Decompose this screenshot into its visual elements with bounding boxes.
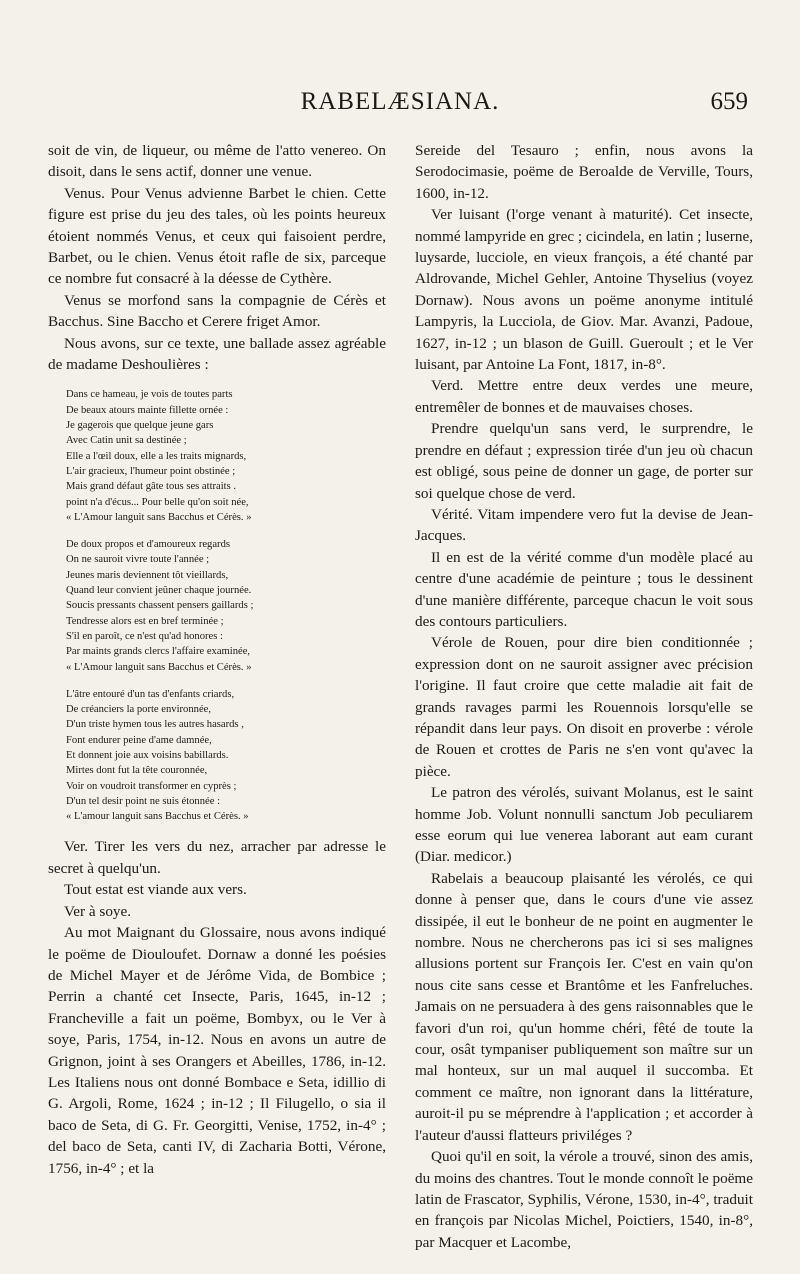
poem-line: Tendresse alors est en bref terminée ; <box>66 615 224 627</box>
paragraph: Quoi qu'il en soit, la vérole a trouvé, sinon des amis, du moins des chantres. Tout le monde connoît le poëme latin de Frascator, Syphilis, Vérone, 1530, in-4°, traduit en françois par Nicolas Michel, Poictiers, 1540, in-8°, par Macquer et Lacombe, <box>415 1148 753 1251</box>
poem-line: Jeunes maris deviennent tôt vieillards, <box>66 569 229 581</box>
poem-line: Je gagerois que quelque jeune gars <box>66 420 214 432</box>
entry-ver-a-soye: Ver à soye. <box>64 902 132 920</box>
poem-line: Par maints grands clercs l'affaire examinée, <box>66 646 251 658</box>
poem-stanza <box>66 387 386 525</box>
running-title: RABELÆSIANA. <box>300 88 500 115</box>
page-number: 659 <box>710 88 748 115</box>
left-column <box>48 140 386 1179</box>
entry-ver: Ver. Tirer les vers du nez, arracher par adresse le secret à quelqu'un. <box>48 838 386 877</box>
poem-line: De créanciers la porte environnée, <box>66 704 211 716</box>
entry-verole: Vérole de Rouen, pour dire bien conditionnée ; expression dont on ne sauroit assigner avec précision l'origine. Il faut croire que cette maladie ait fait de grands ravages parmi les Rouennois lorsqu'elle se répandit dans leur pays. On disoit en proverbe : vérole de Rouen et crottes de Paris ne s'en vont qu'avec la pièce. <box>415 634 753 780</box>
poem-line: Elle a l'œil doux, elle a les traits mignards, <box>66 450 247 462</box>
page-header <box>48 88 752 128</box>
paragraph: Nous avons, sur ce texte, une ballade assez agréable de madame Deshoulières : <box>48 334 386 374</box>
paragraph: Le patron des vérolés, suivant Molanus, est le saint homme Job. Volunt nonnulli sanctum Job peculiarem esse eorum qui lue venerea laborant aut eam curant (Diar. medicor.) <box>415 784 753 866</box>
paragraph: Prendre quelqu'un sans verd, le surprendre, le prendre en défaut ; expression tirée d'un jeu où chacun est obligé, sous peine de donner un gage, de porter sur soi quelque chose de verd. <box>415 420 753 502</box>
paragraph: Il en est de la vérité comme d'un modèle placé au centre d'une académie de peinture ; tous le dessinent d'une manière différente, parceque chacun le voit sous des contours particuliers. <box>415 548 753 630</box>
poem-line: point n'a d'écus... Pour belle qu'on soit née, <box>66 496 249 508</box>
poem-line: D'un tel desir point ne suis étonnée : <box>66 795 221 807</box>
ballade-poem <box>66 387 386 824</box>
poem-line: Quand leur convient jeûner chaque journée. <box>66 585 252 597</box>
poem-line: On ne sauroit vivre toute l'année ; <box>66 554 210 566</box>
poem-stanza <box>66 687 386 825</box>
poem-line: Dans ce hameau, je vois de toutes parts <box>66 389 233 401</box>
poem-line: L'âtre entouré d'un tas d'enfants criards, <box>66 688 235 700</box>
poem-line: D'un triste hymen tous les autres hasards , <box>66 719 244 731</box>
poem-line: De beaux atours mainte fillette ornée : <box>66 404 229 416</box>
poem-line: De doux propos et d'amoureux regards <box>66 539 231 551</box>
poem-line: Font endurer peine d'ame damnée, <box>66 734 212 746</box>
poem-refrain: « L'Amour languit sans Bacchus et Cérès. » <box>66 511 252 523</box>
paragraph: soit de vin, de liqueur, ou même de l'atto venereo. On disoit, dans le sens actif, donner une venue. <box>48 142 386 181</box>
poem-line: L'air gracieux, l'humeur point obstinée ; <box>66 465 236 477</box>
right-column <box>415 140 753 1253</box>
entry-venus: Venus. Pour Venus advienne Barbet le chien. Cette figure est prise du jeu des tales, où les points heureux étoient nommés Venus, et ceux qui faisoient perdre, Barbet, ou le chien. Venus étoit rafle de six, parceque ce nombre fut consacré à la déesse de Cythère. <box>48 184 386 288</box>
paragraph: Tout estat est viande aux vers. <box>64 881 247 899</box>
poem-refrain: « L'amour languit sans Bacchus et Cérès. » <box>66 811 249 823</box>
entry-verd: Verd. Mettre entre deux verdes une meure, entremêler de bonnes et de mauvaises choses. <box>415 377 753 416</box>
poem-line: Avec Catin unit sa destinée ; <box>66 435 187 447</box>
poem-refrain: « L'Amour languit sans Bacchus et Cérès. » <box>66 661 252 673</box>
poem-line: S'il en paroît, ce n'est qu'ad honores : <box>66 630 223 642</box>
entry-verite: Vérité. Vitam impendere vero fut la devise de Jean-Jacques. <box>415 505 753 545</box>
poem-line: Et donnent joie aux voisins babillards. <box>66 750 229 761</box>
poem-line: Mirtes dont fut la tête couronnée, <box>66 765 208 777</box>
entry-ver-luisant: Ver luisant (l'orge venant à maturité). Cet insecte, nommé lampyride en grec ; cicindela, en latin ; luserne, luysarde, lucciole, en vieux françois, a été chanté par Aldrovande, Michel Gehler, Antoine Thyselius (voyez Dornaw). Nous avons un poëme anonyme intitulé Lampyris, la Lucciola, de Giov. Mar. Avanzi, Padoue, 1627, in-12 ; un blason de Guill. Gueroult ; et le Ver luisant, par Antoine La Font, 1817, in-8°. <box>415 206 753 374</box>
poem-line: Soucis pressants chassent pensers gaillards ; <box>66 600 254 612</box>
paragraph: Rabelais a beaucoup plaisanté les vérolés, ce qui donne à penser que, dans le cours d'une vie assez dissipée, il eut le bonheur de ne point en augmenter le nombre. Nous ne chercherons pas ici si ses malignes allusions portent sur François Ier. C'est en vain qu'on nous cite sans cesse et Brantôme et les Fanfreluches. Jamais on ne persuadera à des gens raisonnables que le favori d'un roi, qu'un homme chéri, fêté de toute la cour, osât tympaniser publiquement son maître sur un mal honteux, sur un mal auquel il succomba. Et comment ce maître, non ignorant dans la littérature, auroit-il pu se méprendre à l'application ; et accorder à l'auteur d'aussi flatteurs priviléges ? <box>415 869 753 1144</box>
paragraph: Au mot Maignant du Glossaire, nous avons indiqué le poëme de Diouloufet. Dornaw a donné les poésies de Michel Mayer et de Jérôme Vida, de Bombice ; Perrin a chanté cet Insecte, Paris, 1645, in-12 ; Francheville a fait un poëme, Bombyx, ou le Ver à soye, Paris, 1754, in-12. Nous en avons un autre de Grignon, joint à ses Orangers et Abeilles, 1786, in-12. Les Italiens nous ont donné Bombace e Seta, idillio di G. Argoli, Rome, 1624 ; in-12 ; Il Filugello, o sia il baco de Seta, di G. Fr. Georgitti, Venise, 1752, in-4° ; del baco de Seta, canti IV, di Zacharia Botti, Vérone, 1756, in-4° ; et la <box>48 924 386 1177</box>
poem-stanza <box>66 537 386 675</box>
paragraph: Sereide del Tesauro ; enfin, nous avons la Serodocimasie, poëme de Beroalde de Verville, Tours, 1600, in-12. <box>415 142 753 202</box>
entry-venus-morfond: Venus se morfond sans la compagnie de Cérès et Bacchus. Sine Baccho et Cerere friget Amor. <box>48 291 386 331</box>
poem-line: Mais grand défaut gâte tous ses attraits . <box>66 481 237 493</box>
poem-line: Voir on voudroit transformer en cyprès ; <box>66 780 237 792</box>
